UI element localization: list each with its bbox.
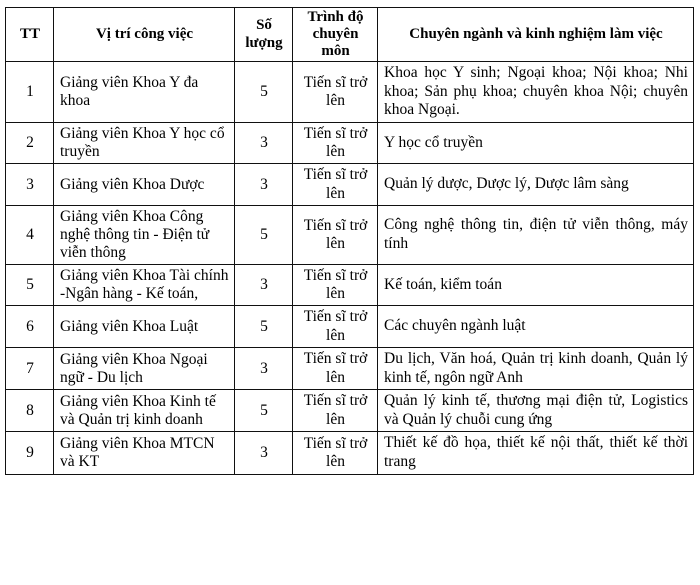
recruitment-table [5, 7, 694, 475]
cell-position: Giảng viên Khoa Tài chính -Ngân hàng - Kế toán, [54, 264, 235, 306]
cell-position: Giảng viên Khoa Kinh tế và Quản trị kinh doanh [54, 390, 235, 432]
cell-quantity: 5 [235, 205, 293, 264]
cell-quantity: 3 [235, 347, 293, 389]
cell-quantity: 5 [235, 306, 293, 348]
cell-position: Giảng viên Khoa Luật [54, 306, 235, 348]
cell-major: Thiết kế đồ họa, thiết kế nội thất, thiết kế thời trang [378, 432, 694, 474]
cell-quantity: 3 [235, 432, 293, 474]
cell-level: Tiến sĩ trở lên [293, 432, 378, 474]
column-header-quantity-line-1: Số [256, 17, 272, 34]
column-header-level [293, 8, 378, 62]
cell-tt: 8 [6, 390, 54, 432]
cell-position: Giảng viên Khoa Công nghệ thông tin - Điện tử viễn thông [54, 205, 235, 264]
cell-level: Tiến sĩ trở lên [293, 205, 378, 264]
cell-major: Khoa học Y sinh; Ngoại khoa; Nội khoa; Nhi khoa; Sản phụ khoa; chuyên khoa Nội; chuyên khoa Ngoại. [378, 62, 694, 123]
cell-major: Du lịch, Văn hoá, Quản trị kinh doanh, Quản lý kinh tế, ngôn ngữ Anh [378, 347, 694, 389]
cell-position: Giảng viên Khoa Dược [54, 164, 235, 206]
column-header-level-line-2: chuyên [312, 25, 359, 42]
cell-position: Giảng viên Khoa MTCN và KT [54, 432, 235, 474]
cell-quantity: 3 [235, 264, 293, 306]
cell-quantity: 5 [235, 62, 293, 123]
cell-major: Quản lý dược, Dược lý, Dược lâm sàng [378, 164, 694, 206]
table-row [6, 432, 694, 474]
column-header-quantity-line-2: lượng [245, 34, 283, 51]
cell-tt: 4 [6, 205, 54, 264]
cell-level: Tiến sĩ trở lên [293, 306, 378, 348]
cell-position: Giảng viên Khoa Ngoại ngữ - Du lịch [54, 347, 235, 389]
cell-quantity: 5 [235, 390, 293, 432]
column-header-position: Vị trí công việc [54, 8, 235, 62]
cell-major: Kế toán, kiểm toán [378, 264, 694, 306]
cell-major: Y học cổ truyền [378, 122, 694, 164]
cell-major: Quản lý kinh tế, thương mại điện tử, Logistics và Quản lý chuỗi cung ứng [378, 390, 694, 432]
table-row [6, 306, 694, 348]
column-header-level-line-1: Trình độ [307, 8, 364, 25]
table-row [6, 347, 694, 389]
table-row [6, 62, 694, 123]
column-header-major: Chuyên ngành và kinh nghiệm làm việc [378, 8, 694, 62]
table-body [6, 62, 694, 475]
cell-tt: 2 [6, 122, 54, 164]
cell-level: Tiến sĩ trở lên [293, 347, 378, 389]
column-header-tt: TT [6, 8, 54, 62]
cell-position: Giảng viên Khoa Y học cổ truyền [54, 122, 235, 164]
cell-tt: 6 [6, 306, 54, 348]
cell-level: Tiến sĩ trở lên [293, 390, 378, 432]
cell-level: Tiến sĩ trở lên [293, 122, 378, 164]
cell-tt: 3 [6, 164, 54, 206]
column-header-quantity [235, 8, 293, 62]
table-header [6, 8, 694, 62]
table-header-row [6, 8, 694, 62]
cell-position: Giảng viên Khoa Y đa khoa [54, 62, 235, 123]
cell-major: Công nghệ thông tin, điện tử viễn thông, máy tính [378, 205, 694, 264]
table-row [6, 164, 694, 206]
cell-level: Tiến sĩ trở lên [293, 62, 378, 123]
column-header-level-line-3: môn [321, 43, 350, 60]
cell-tt: 9 [6, 432, 54, 474]
table-row [6, 205, 694, 264]
cell-tt: 5 [6, 264, 54, 306]
recruitment-table-container [5, 7, 693, 475]
table-row [6, 390, 694, 432]
cell-level: Tiến sĩ trở lên [293, 164, 378, 206]
cell-tt: 7 [6, 347, 54, 389]
table-row [6, 264, 694, 306]
cell-major: Các chuyên ngành luật [378, 306, 694, 348]
table-row [6, 122, 694, 164]
cell-quantity: 3 [235, 164, 293, 206]
cell-quantity: 3 [235, 122, 293, 164]
cell-tt: 1 [6, 62, 54, 123]
cell-level: Tiến sĩ trở lên [293, 264, 378, 306]
